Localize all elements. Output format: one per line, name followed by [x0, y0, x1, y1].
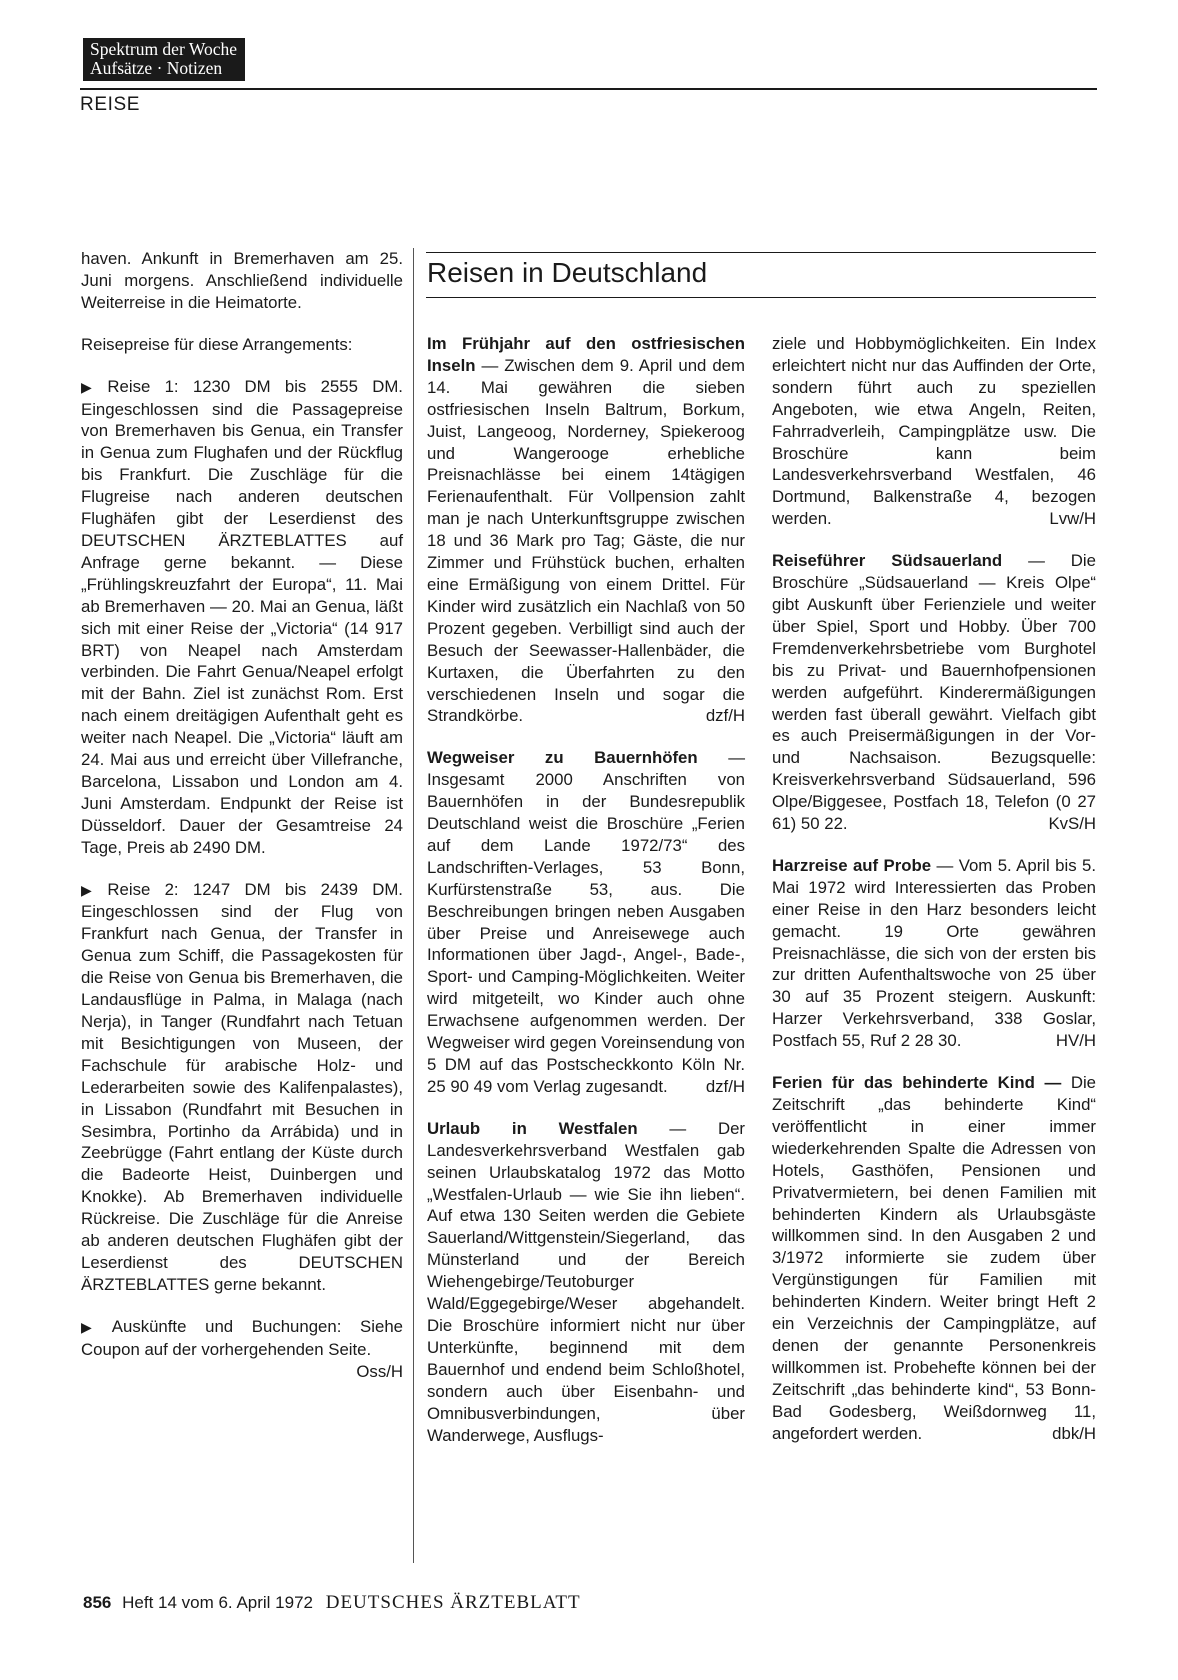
- column-2: [427, 333, 745, 1466]
- article: ziele und Hobbymöglichkeiten. Ein Index erleichtert nicht nur das Auffinden der Orte, sondern führt auch zu speziellen Angeboten, wie etwa Angeln, Reiten, Fahrradverleih, Campingplätze usw. Die Broschüre kann beim Landesverkehrsverband Westfalen, 46 Dortmund, Balkenstraße 4, bezogen werden. Lvw/H: [772, 334, 1096, 529]
- column-divider: [413, 248, 414, 1563]
- article-title: Urlaub in Westfalen: [427, 1118, 638, 1138]
- headline-rule-top: [426, 252, 1096, 253]
- author-sig: KvS/H: [1048, 814, 1096, 834]
- paragraph: ▶ Reise 2: 1247 DM bis 2439 DM. Eingeschlossen sind der Flug von Frankfurt nach Genua, der Transfer in Genua zum Schiff, die Passagekosten für die Reise von Genua bis Bremerhaven, die Landausflüge in Palma, in Malaga (nach Nerja), in Tanger (Rundfahrt nach Tetuan mit Besichtigungen von Museen, der Fachschule für arabische Holz- und Lederarbeiten sowie des Kalifenpalastes), in Lissabon (Rundfahrt mit Besuchen in Sesimbra, Portinho da Arrábida) und in Zeebrügge (Fahrt entlang der Küste durch die Badeorte Heist, Duinbergen und Knokke). Ab Bremerhaven individuelle Rückreise. Die Zuschläge für die Anreise ab anderen deutschen Flughäfen gibt der Leserdienst des DEUTSCHEN ÄRZTEBLATTES gerne bekannt.: [81, 879, 403, 1294]
- author-sig: dbk/H: [1052, 1423, 1096, 1443]
- article-title: Ferien für das behinderte Kind —: [772, 1073, 1062, 1093]
- issue-info: Heft 14 vom 6. April 1972: [122, 1593, 313, 1612]
- article-title: Harzreise auf Probe: [772, 855, 932, 875]
- section-badge: [83, 38, 245, 81]
- article: Reiseführer Südsauerland — Die Broschüre „Südsauerland — Kreis Olpe“ gibt Auskunft über Ferienziele und weiter über Spiel, Sport und Hobby. Über 700 Fremdenverkehrsbetriebe vom Burghotel bis zu Privat- und Bauernhofpensionen werden aufgeführt. Kinderermäßigungen werden fast überall gewährt. Vielfach gibt es auch Preisermäßigungen in der Vor- und Nachsaison. Bezugsquelle: Kreisverkehrsverband Südsauerland, 596 Olpe/Biggesee, Postfach 18, Telefon (0 27 61) 50 22. KvS/H: [772, 551, 1096, 834]
- article-headline: Reisen in Deutschland: [427, 257, 708, 288]
- author-sig: dzf/H: [705, 1076, 745, 1096]
- triangle-bullet-icon: ▶: [81, 881, 102, 898]
- article-title: Im Frühjahr auf den ostfriesischen Inseln: [427, 334, 745, 375]
- article: Harzreise auf Probe — Vom 5. April bis 5. Mai 1972 wird Interessierten das Proben einer Reise in den Harz besonders leicht gemacht. 19 Orte gewähren Preisnachlässe, die sich von der ersten bis zur dritten Aufenthaltswoche von 25 über 30 auf 35 Prozent steigern. Auskunft: Harzer Verkehrsverband, 338 Goslar, Postfach 55, Ruf 2 28 30. HV/H: [772, 855, 1096, 1051]
- page-footer: [83, 1592, 581, 1614]
- article: Wegweiser zu Bauernhöfen — Insgesamt 2000 Anschriften von Bauernhöfen in der Bundesrepublik Deutschland weist die Broschüre „Ferien auf dem Lande 1972/73“ des Landschriften-Verlages, 53 Bonn, Kurfürstenstraße 53, aus. Die Beschreibungen bringen neben Ausgaben über Preise und Anreisewege auch Informationen über Jagd-, Angel-, Bade-, Sport- und Camping-Möglichkeiten. Weiter wird mitgeteilt, wo Kinder auch ohne Erwachsene aufgenommen werden. Der Wegweiser wird gegen Voreinsendung von 5 DM auf das Postscheckkonto Köln Nr. 25 90 49 vom Verlag zugesandt. dzf/H: [427, 748, 745, 1096]
- article: Urlaub in Westfalen — Der Landesverkehrsverband Westfalen gab seinen Urlaubskatalog 1972 das Motto „Westfalen-Urlaub — wie Sie ihn lieben“. Auf etwa 130 Seiten werden die Gebiete Sauerland/Wittgenstein/Siegerland, das Münsterland und der Bereich Wiehengebirge/Teutoburger Wald/Eggegebirge/Weser abgehandelt. Die Broschüre informiert nicht nur über Unterkünfte, beginnend mit dem Bauernhof und endend beim Schloßhotel, sondern auch über Eisenbahn- und Omnibusverbindungen, über Wanderwege, Ausflugs-: [427, 1118, 745, 1445]
- magazine-name: DEUTSCHES ÄRZTEBLATT: [325, 1592, 581, 1613]
- triangle-bullet-icon: ▶: [81, 378, 102, 395]
- badge-line-2: Aufsätze · Notizen: [90, 58, 223, 78]
- top-rule: [80, 88, 1097, 90]
- paragraph: haven. Ankunft in Bremerhaven am 25. Juni morgens. Anschließend individuelle Weiterreise in die Heimatorte.: [81, 249, 403, 312]
- paragraph: ▶ Auskünfte und Buchungen: Siehe Coupon auf der vorhergehenden Seite. Oss/H: [81, 1316, 403, 1381]
- author-sig: Lvw/H: [1049, 509, 1096, 529]
- author-sig: dzf/H: [705, 706, 745, 726]
- headline-rule-bottom: [426, 297, 1096, 298]
- author-sig: Oss/H: [356, 1361, 403, 1381]
- author-sig: HV/H: [1055, 1031, 1096, 1051]
- paragraph: Reisepreise für diese Arrangements:: [81, 334, 353, 354]
- paragraph: ▶ Reise 1: 1230 DM bis 2555 DM. Eingeschlossen sind die Passagepreise von Bremerhaven bis Genua, ein Transfer in Genua zum Flughafen und der Rückflug bis Frankfurt. Die Zuschläge für die Flugreise nach anderen deutschen Flughäfen gibt der Leserdienst des DEUTSCHEN ÄRZTEBLATTES auf Anfrage gerne bekannt. — Diese „Frühlingskreuzfahrt der Europa“, 11. Mai ab Bremerhaven — 20. Mai an Genua, läßt sich mit einer Reise der „Victoria“ (14 917 BRT) von Neapel nach Amsterdam verbinden. Die Fahrt Genua/Neapel erfolgt mit der Bahn. Ziel ist zunächst Rom. Erst nach einem dreitägigen Aufenthalt geht es weiter nach Neapel. Die „Victoria“ läuft am 24. Mai aus und erreicht über Villefranche, Barcelona, Lissabon und London am 4. Juni Amsterdam. Endpunkt der Reise ist Düsseldorf. Dauer der Gesamtreise 24 Tage, Preis ab 2490 DM.: [81, 376, 403, 857]
- article-title: Reiseführer Südsauerland: [772, 551, 1003, 571]
- article: Im Frühjahr auf den ostfriesischen Inseln — Zwischen dem 9. April und dem 14. Mai gewähren die sieben ostfriesischen Inseln Baltrum, Borkum, Juist, Langeoog, Norderney, Spiekeroog und Wangerooge erhebliche Preisnachlässe bei einem 14tägigen Ferienaufenthalt. Für Vollpension zahlt man je nach Unterkunftsgruppe zwischen 18 und 36 Mark pro Tag; Gäste, die nur Zimmer und Frühstück buchen, erhalten eine Ermäßigung von einem Drittel. Für Kinder wird zusätzlich ein Nachlaß von 50 Prozent gegeben. Verbilligt sind auch der Besuch der Seewasser-Hallenbäder, die Kurtaxen, die Überfahrten zu den verschiedenen Inseln und sogar die Strandkörbe. dzf/H: [427, 334, 745, 726]
- page-number: 856: [83, 1593, 112, 1612]
- article-title: Wegweiser zu Bauernhöfen: [427, 748, 698, 768]
- triangle-bullet-icon: ▶: [81, 1318, 106, 1335]
- section-label: REISE: [80, 94, 141, 115]
- column-1: [81, 248, 403, 1383]
- badge-line-1: Spektrum der Woche: [90, 39, 237, 59]
- column-3: [772, 333, 1096, 1465]
- article: Ferien für das behinderte Kind — Die Zeitschrift „das behinderte Kind“ veröffentlicht in einer immer wiederkehrenden Spalte die Adressen von Hotels, Gasthöfen, Pensionen und Privatvermietern, bei denen Familien mit behinderten Kindern als Urlaubsgäste willkommen sind. In den Ausgaben 2 und 3/1972 informierte sie zudem über Vergünstigungen für Familien mit behinderten Kindern. Weiter bringt Heft 2 ein Verzeichnis der Campingplätze, auf denen der genannte Personenkreis willkommen ist. Probehefte können bei der Zeitschrift „das behinderte kind“, 53 Bonn-Bad Godesberg, Weißdornweg 11, angefordert werden. dbk/H: [772, 1073, 1096, 1443]
